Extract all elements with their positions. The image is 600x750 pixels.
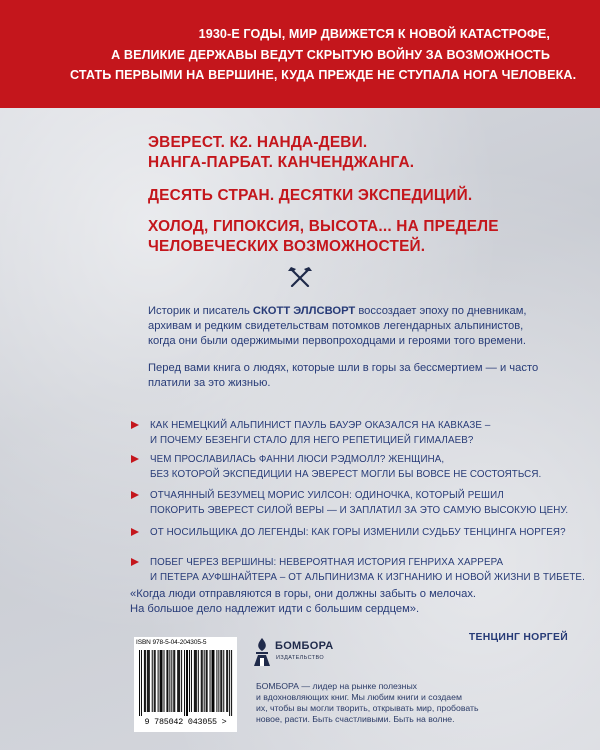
publisher-logo-subtitle: ИЗДАТЕЛЬСТВО — [276, 655, 325, 661]
barcode-bar — [149, 650, 150, 712]
barcode-bar — [206, 650, 207, 712]
banner-line: СТАТЬ ПЕРВЫМИ НА ВЕРШИНЕ, КУДА ПРЕЖДЕ НЕ СТУПАЛА НОГА ЧЕЛОВЕКА. — [70, 68, 577, 82]
barcode-digits: 9 785042 043055 > — [144, 717, 227, 727]
text-span: Историк и писатель — [148, 305, 253, 317]
triangle-bullet-icon — [131, 491, 139, 499]
author-name: СКОТТ ЭЛЛСВОРТ — [252, 305, 356, 317]
barcode-bar — [160, 650, 161, 712]
barcode-bar — [162, 650, 163, 712]
barcode-bar — [226, 650, 227, 712]
barcode-bar — [155, 650, 156, 712]
barcode-bar — [147, 650, 148, 712]
barcode-bar — [152, 650, 153, 712]
barcode-bar — [174, 650, 175, 712]
headline-line: ЭВЕРЕСТ. К2. НАНДА-ДЕВИ. — [148, 134, 368, 151]
barcode-bar — [144, 650, 145, 712]
paragraph-line: платили за это жизнью. — [148, 377, 271, 390]
barcode-bar — [171, 650, 172, 712]
crossed-ice-axes-icon — [287, 265, 313, 287]
barcode-bar — [161, 650, 162, 712]
barcode-bars — [137, 650, 234, 716]
headline-line: НАНГА-ПАРБАТ. КАНЧЕНДЖАНГА. — [148, 154, 415, 171]
barcode-bar — [212, 650, 213, 712]
quote-block — [130, 587, 570, 618]
bullet-item — [128, 452, 541, 483]
bullet-line: БЕЗ КОТОРОЙ ЭКСПЕДИЦИИ НА ЭВЕРЕСТ МОГЛИ БЫ ВОВСЕ НЕ СОСТОЯТЬСЯ. — [150, 469, 542, 481]
headline-line: ЧЕЛОВЕЧЕСКИХ ВОЗМОЖНОСТЕЙ. — [148, 238, 426, 255]
triangle-bullet-icon — [131, 421, 139, 429]
barcode-bar — [189, 650, 190, 712]
barcode-bar — [196, 650, 197, 712]
paragraph-line — [148, 304, 558, 319]
paragraph-line: Перед вами книга о людях, которые шли в горы за бессмертием — и часто — [148, 362, 539, 374]
banner-line: 1930-Е ГОДЫ, МИР ДВИЖЕТСЯ К НОВОЙ КАТАСТРОФЕ, — [198, 27, 550, 41]
bullet-line: И ПОЧЕМУ БЕЗЕНГИ СТАЛО ДЛЯ НЕГО РЕПЕТИЦИЕЙ ГИМАЛАЕВ? — [150, 435, 474, 447]
bullet-item — [128, 488, 568, 519]
banner-text — [70, 24, 577, 86]
barcode-bar — [213, 650, 214, 712]
publisher-logo-name: БОМБОРА — [275, 640, 334, 652]
headline-limits — [148, 217, 548, 257]
barcode-bar — [154, 650, 155, 712]
barcode-bar — [218, 650, 219, 712]
barcode-bar — [177, 650, 178, 712]
barcode-bar — [194, 650, 195, 712]
barcode-bar — [221, 650, 222, 712]
headline-countries — [148, 186, 548, 206]
barcode-bar — [148, 650, 149, 712]
barcode-bar — [164, 650, 165, 712]
headline-line: ХОЛОД, ГИПОКСИЯ, ВЫСОТА... НА ПРЕДЕЛЕ — [148, 218, 499, 235]
barcode-bar — [181, 650, 182, 712]
banner-line: А ВЕЛИКИЕ ДЕРЖАВЫ ВЕДУТ СКРЫТУЮ ВОЙНУ ЗА ВОЗМОЖНОСТЬ — [111, 47, 550, 62]
barcode-bar — [198, 650, 199, 712]
triangle-bullet-icon — [131, 528, 139, 536]
quote-line: «Когда люди отправляются в горы, они должны забыть о мелочах. — [130, 588, 477, 600]
barcode-bar — [207, 650, 208, 712]
barcode-bar — [223, 650, 224, 712]
bullet-line: ОТ НОСИЛЬЩИКА ДО ЛЕГЕНДЫ: КАК ГОРЫ ИЗМЕНИЛИ СУДЬБУ ТЕНЦИНГА НОРГЕЯ? — [150, 527, 566, 538]
headline-peaks — [148, 133, 548, 173]
barcode-bar — [201, 650, 202, 712]
bombora-logo-icon — [252, 637, 272, 667]
barcode-bar — [141, 650, 142, 716]
bullet-line: И ПЕТЕРА АУФШНАЙТЕРА – ОТ АЛЬПИНИЗМА К ИЗГНАНИЮ И НОВОЙ ЖИЗНИ В ТИБЕТЕ. — [150, 572, 585, 584]
barcode-bar — [139, 650, 140, 716]
bullet-item — [128, 418, 490, 449]
barcode-bar — [216, 650, 217, 712]
barcode-bar — [229, 650, 230, 716]
isbn-number: ISBN 978-5-04-204305-5 — [136, 639, 207, 646]
barcode-bar — [166, 650, 167, 712]
barcode-bar — [231, 650, 232, 716]
blurb-line: и вдохновляющих книг. Мы любим книги и создаем — [256, 692, 462, 702]
barcode-bar — [220, 650, 221, 712]
barcode-bar — [178, 650, 179, 712]
bullet-line: ПОКОРИТЬ ЭВЕРЕСТ СИЛОЙ ВЕРЫ — И ЗАПЛАТИЛ ЗА ЭТО САМУЮ ВЫСОКУЮ ЦЕНУ. — [150, 505, 569, 517]
second-paragraph — [148, 361, 558, 391]
quote-author: ТЕНЦИНГ НОРГЕЙ — [468, 632, 568, 643]
intro-paragraph — [148, 304, 558, 350]
bullet-item — [128, 525, 566, 540]
barcode-bar — [145, 650, 146, 712]
bullet-item — [128, 555, 585, 586]
barcode-bar — [202, 650, 203, 712]
blurb-line: их, чтобы вы могли творить, открывать мир, пробовать — [256, 703, 479, 713]
barcode-bar — [191, 650, 192, 712]
publisher-blurb — [256, 681, 576, 725]
headline-line: ДЕСЯТЬ СТРАН. ДЕСЯТКИ ЭКСПЕДИЦИЙ. — [148, 187, 473, 204]
barcode-bar — [210, 650, 211, 712]
bullet-line: КАК НЕМЕЦКИЙ АЛЬПИНИСТ ПАУЛЬ БАУЭР ОКАЗАЛСЯ НА КАВКАЗЕ – — [150, 420, 491, 431]
blurb-line: БОМБОРА — лидер на рынке полезных — [256, 681, 418, 691]
barcode-bar — [186, 650, 187, 716]
barcode-bar — [173, 650, 174, 712]
paragraph-line: когда они были одержимыми первопроходцами и героями того времени. — [148, 335, 526, 348]
barcode-bar — [179, 650, 180, 712]
barcode-bar — [169, 650, 170, 712]
barcode-bar — [204, 650, 205, 712]
barcode-bar — [158, 650, 159, 712]
barcode-bar — [187, 650, 188, 716]
bullet-line: ЧЕМ ПРОСЛАВИЛАСЬ ФАННИ ЛЮСИ РЭДМОЛЛ? ЖЕНЩИНА, — [150, 454, 445, 465]
barcode-bar — [213, 650, 214, 712]
text-span: воссоздает эпоху по дневникам, — [355, 305, 527, 317]
blurb-line: новое, расти. Быть счастливыми. Быть на волне. — [256, 714, 455, 724]
isbn-barcode — [134, 637, 237, 732]
barcode-bar — [167, 650, 168, 712]
barcode-bar — [184, 650, 185, 716]
quote-line: На большое дело надлежит идти с большим сердцем». — [130, 603, 420, 616]
barcode-bar — [195, 650, 196, 712]
triangle-bullet-icon — [131, 558, 139, 566]
top-red-banner — [0, 0, 600, 108]
paragraph-line: архивам и редким свидетельствам потомков легендарных альпинистов, — [148, 320, 524, 333]
barcode-bar — [227, 650, 228, 712]
bullet-line: ОТЧАЯННЫЙ БЕЗУМЕЦ МОРИС УИЛСОН: ОДИНОЧКА, КОТОРЫЙ РЕШИЛ — [150, 490, 504, 501]
triangle-bullet-icon — [131, 455, 139, 463]
bullet-line: ПОБЕГ ЧЕРЕЗ ВЕРШИНЫ: НЕВЕРОЯТНАЯ ИСТОРИЯ ГЕНРИХА ХАРРЕРА — [150, 557, 504, 568]
